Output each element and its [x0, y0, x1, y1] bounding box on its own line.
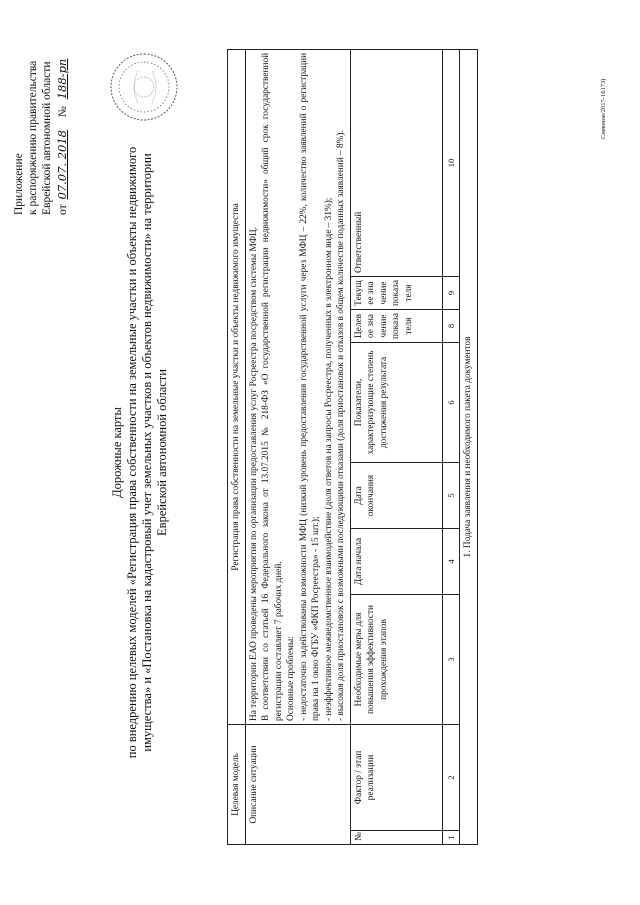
col-number: 10	[442, 49, 460, 276]
situation-paragraph: - недостаточно задействованы возможности МФЦ (низкий уровень предоставления государственной услуги через МФЦ – 22%, количество заявлений о регистрации права на 1 окно ФГБУ «ФКП Росреестра» - 15 шт.);	[298, 52, 321, 721]
roadmap-table	[227, 49, 478, 845]
column-number-row	[442, 49, 460, 844]
appendix-order-line: к распоряжению правительства	[27, 60, 39, 215]
situation-paragraph: - высокая доля приостановок с возможными последующими отказами (доля приостановок и отказов в общем количестве поданных заявлений – 8%).	[336, 130, 346, 721]
section-row	[460, 49, 478, 844]
document-title: Дорожные карты	[110, 407, 124, 498]
col-header-responsible: Ответственный	[350, 49, 442, 276]
col-number: 2	[442, 724, 460, 830]
col-header-indicators: Показатели, характеризующие степень достижения результата	[350, 342, 442, 462]
col-header-number: №	[350, 831, 442, 845]
number-value: 188-рп	[55, 58, 69, 100]
col-number: 6	[442, 342, 460, 462]
situation-row	[245, 49, 350, 844]
col-number: 4	[442, 528, 460, 594]
document-subtitle-line3: Еврейской автономной области	[155, 369, 169, 536]
footer-code: Симонов/2017-16173)	[600, 78, 607, 139]
situation-label: Описание ситуации	[245, 724, 350, 844]
col-number: 9	[442, 276, 460, 309]
appendix-region-line: Еврейской автономной области	[41, 61, 53, 215]
date-value: 07.07. 2018	[55, 130, 69, 200]
situation-paragraph: Основные проблемы:	[286, 636, 296, 721]
situation-paragraph: - неэффективное межведомственное взаимодействие (доля ответов на запросы Росреестра, полученных в электронном виде – 31%);	[323, 197, 334, 721]
situation-paragraph: На территории ЕАО проведены мероприятия по организации предоставления услуг Росреестра посредством системы МФЦ.	[248, 226, 259, 721]
situation-text	[245, 49, 350, 724]
col-number: 3	[442, 594, 460, 724]
col-header-current-value: Текущее значение показателя	[350, 276, 442, 309]
col-header-factor: Фактор / этап реализации	[350, 724, 442, 830]
model-value: Регистрация права собственности на земельные участки и объекты недвижимого имущества	[228, 49, 246, 724]
appendix-label: Приложение	[13, 153, 25, 215]
col-number: 5	[442, 462, 460, 528]
column-header-row	[350, 49, 442, 844]
date-prefix: от	[57, 204, 69, 215]
model-label: Целевая модель	[228, 724, 246, 844]
document-subtitle-line1: по внедрению целевых моделей «Регистрация права собственности на земельные участки и объекты недвижимого	[125, 146, 139, 759]
col-header-end-date: Дата окончания	[350, 462, 442, 528]
col-number: 8	[442, 309, 460, 342]
document-subtitle-line2: имущества» и «Постановка на кадастровый учет земельных участков и объектов недвижимости» на территории	[140, 153, 154, 752]
section-title: 1. Подача заявления и необходимого пакета документов	[460, 49, 478, 844]
col-header-target-value: Целевое значение показателя	[350, 309, 442, 342]
col-header-start-date: Дата начала	[350, 528, 442, 594]
model-row	[228, 49, 246, 844]
situation-paragraph: В соответствии со статьей 16 Федерального закона от 13.07.2015 № 218-ФЗ «О государственной регистрации недвижимости» общий срок государственной регистрации составляет 7 рабочих дней.	[261, 52, 284, 721]
col-header-measures: Необходимые меры для повышения эффективности прохождения этапов	[350, 594, 442, 724]
number-prefix: №	[57, 106, 69, 118]
appendix-date-line	[55, 59, 70, 215]
col-number: 1	[442, 831, 460, 845]
